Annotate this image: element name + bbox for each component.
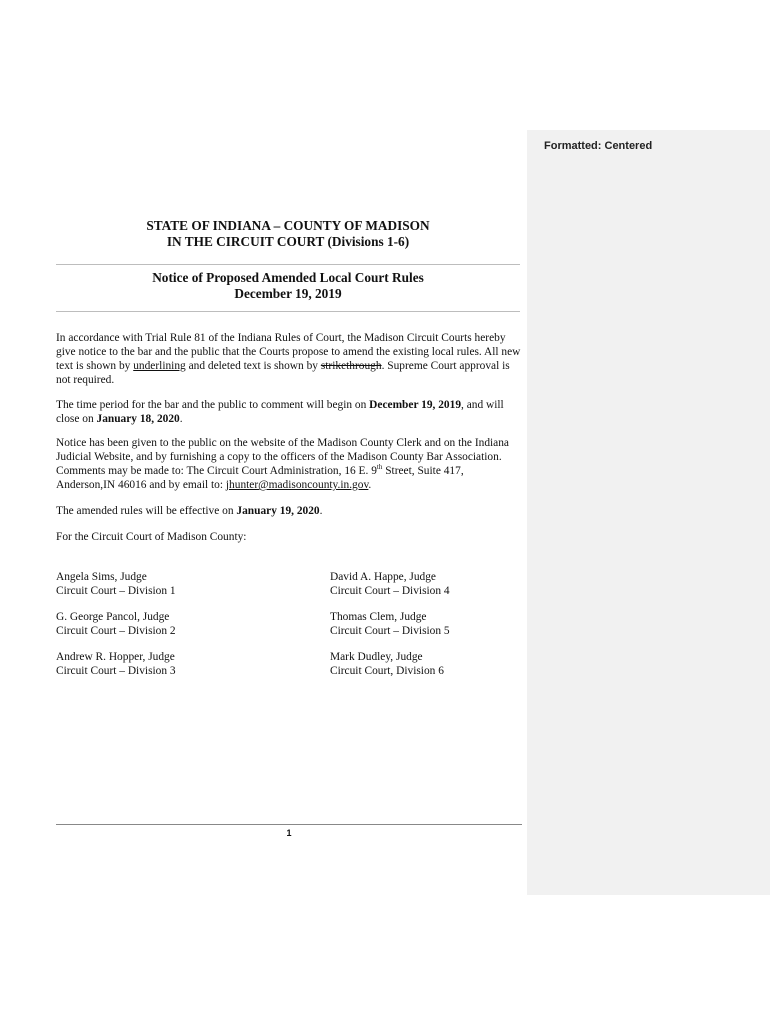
email-link[interactable]: jhunter@madisoncounty.in.gov	[225, 479, 369, 491]
judge-block	[56, 650, 176, 678]
header-line-2: IN THE CIRCUIT COURT (Divisions 1-6)	[166, 234, 410, 249]
period-text-3: .	[179, 413, 183, 425]
underline-sample: underlining	[133, 360, 186, 372]
judge-court: Circuit Court, Division 6	[330, 665, 444, 677]
judge-court: Circuit Court – Division 4	[330, 585, 450, 597]
effective-text-1: The amended rules will be effective on	[56, 505, 237, 517]
period-start-date: December 19, 2019	[369, 399, 462, 411]
judge-block	[330, 610, 450, 638]
judge-name: Angela Sims, Judge	[56, 571, 147, 583]
paragraph-effective	[56, 504, 522, 518]
judge-block	[56, 610, 176, 638]
judge-name: G. George Pancol, Judge	[56, 611, 170, 623]
notice-text-3: .	[368, 479, 372, 491]
notice-date: December 19, 2019	[234, 286, 342, 301]
comment-pane	[527, 130, 770, 895]
paragraph-signoff: For the Circuit Court of Madison County:	[56, 531, 247, 543]
judge-name: Thomas Clem, Judge	[330, 611, 427, 623]
judge-block	[56, 570, 176, 598]
paragraph-intro	[56, 331, 522, 387]
notice-text-2: Street, Suite 417, Anderson,IN 46016 and by email to:	[56, 465, 464, 491]
intro-text-1: In accordance with Trial Rule 81 of the Indiana Rules of Court, the Madison Circuit Courts hereby give notice to the bar and the public that the Courts propose to amend the existing local rules. All new text is shown by	[56, 332, 521, 372]
comment-label: Formatted: Centered	[544, 140, 653, 152]
intro-text-2: and deleted text is shown by	[185, 360, 321, 372]
judge-court: Circuit Court – Division 3	[56, 665, 176, 677]
judge-block	[330, 650, 444, 678]
judge-name: David A. Happe, Judge	[330, 571, 436, 583]
period-text-1: The time period for the bar and the public to comment will begin on	[56, 399, 370, 411]
judge-block	[330, 570, 450, 598]
judge-court: Circuit Court – Division 5	[330, 625, 450, 637]
strikethrough-sample: strikethrough	[320, 360, 382, 372]
footer-divider	[56, 824, 522, 825]
divider-bottom	[56, 311, 520, 312]
period-end-date: January 18, 2020	[96, 413, 180, 425]
header-line-1: STATE OF INDIANA – COUNTY OF MADISON	[146, 218, 430, 233]
paragraph-comment-period	[56, 398, 522, 426]
effective-text-2: .	[319, 505, 323, 517]
effective-date: January 19, 2020	[236, 505, 320, 517]
judge-court: Circuit Court – Division 2	[56, 625, 176, 637]
judge-court: Circuit Court – Division 1	[56, 585, 176, 597]
page-number: 1	[286, 828, 292, 838]
divider-top	[56, 264, 520, 265]
intro-text-3: . Supreme Court approval is not required.	[56, 360, 510, 386]
paragraph-notice-given	[56, 436, 522, 492]
judge-name: Mark Dudley, Judge	[330, 651, 423, 663]
judge-name: Andrew R. Hopper, Judge	[56, 651, 175, 663]
period-text-2: , and will close on	[56, 399, 504, 425]
ordinal-suffix: th	[376, 463, 383, 472]
notice-text-1: Notice has been given to the public on the website of the Madison County Clerk and on the Indiana Judicial Website, and by furnishing a copy to the officers of the Madison County Bar Association. Comments may be made to: The Circuit Court Administration, 16 E. 9	[56, 437, 509, 477]
notice-title: Notice of Proposed Amended Local Court Rules	[152, 270, 424, 285]
